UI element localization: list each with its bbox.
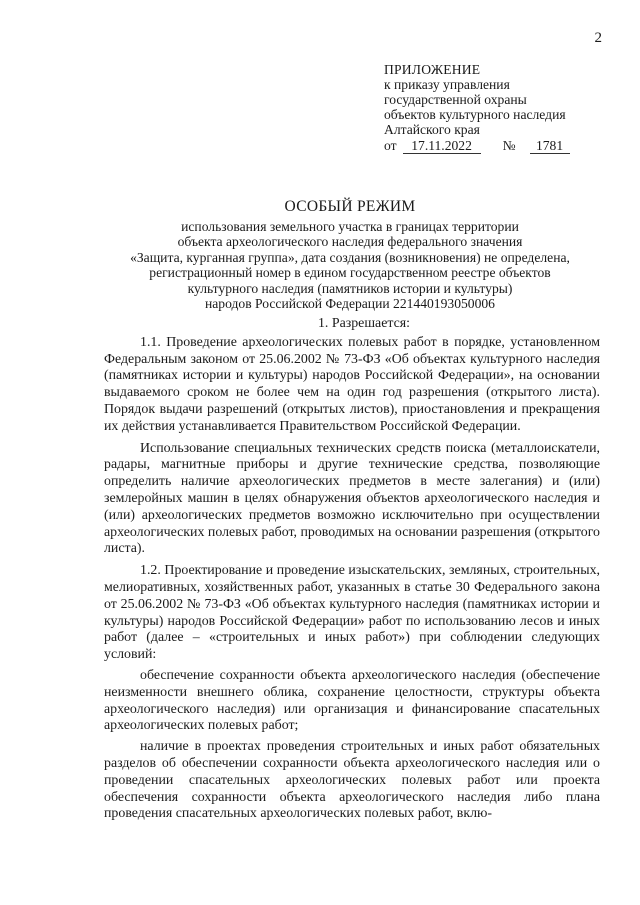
- order-line: [384, 138, 624, 154]
- paragraph: Использование специальных технических средств поиска (металлоискатели, радары, магнитные приборы и другие технические средства, позволяющие определить наличие археологических предметов в месте залегания) и (или) землеройных машин в целях обнаружения объектов археологического наследия и (или) археологических предметов возможно исключительно при осуществлении археологических полевых работ, проводимых на основании разрешения (открытого листа).: [104, 440, 600, 557]
- appendix-line: к приказу управления: [384, 77, 510, 92]
- document-heading: [80, 198, 620, 311]
- order-date: 17.11.2022: [403, 138, 481, 154]
- heading-line: использования земельного участка в границах территории: [181, 219, 519, 234]
- appendix-block: [384, 62, 624, 154]
- appendix-line: Алтайского края: [384, 122, 480, 137]
- heading-line: культурного наследия (памятников истории и культуры): [187, 280, 513, 296]
- paragraph: 1.1. Проведение археологических полевых работ в порядке, установленном Федеральным законом от 25.06.2002 № 73-ФЗ «Об объектах культурного наследия (памятниках истории и культуры) народов Российской Федерации», на основании выдаваемого сроком не более чем на один год разрешения (открытого листа). Порядок выдачи разрешений (открытых листов), приостановления и прекращения их действия устанавливается Правительством Российской Федерации.: [104, 334, 600, 434]
- appendix-title: ПРИЛОЖЕНИЕ: [384, 62, 481, 77]
- order-number: 1781: [530, 138, 570, 154]
- paragraph: наличие в проектах проведения строительных и иных работ обязательных разделов об обеспечении сохранности объекта археологического наследия или о проведении спасательных археологических полевых работ или проекта обеспечения сохранности объекта археологического наследия либо плана проведения спасательных археологических полевых работ, вклю-: [104, 739, 600, 822]
- heading-line: народов Российской Федерации 221440193050006: [205, 296, 495, 312]
- heading-line: «Защита, курганная группа», дата создания (возникновения) не определена,: [130, 249, 570, 265]
- heading-line: объекта археологического наследия федерального значения: [177, 234, 523, 250]
- appendix-line: объектов культурного наследия: [384, 107, 566, 122]
- page-number: 2: [594, 30, 602, 46]
- heading-title: ОСОБЫЙ РЕЖИМ: [284, 198, 416, 215]
- section-heading: 1. Разрешается:: [317, 316, 411, 331]
- number-sign: №: [502, 138, 516, 153]
- appendix-line: государственной охраны: [384, 92, 527, 107]
- order-prefix: от: [384, 138, 397, 153]
- paragraph: обеспечение сохранности объекта археологического наследия (обеспечение неизменности внешнего облика, сохранение целостности, структуры объекта археологического наследия) или организация и финансирование спасательных археологических полевых работ;: [104, 667, 600, 734]
- document-body: [104, 316, 600, 827]
- paragraph: 1.2. Проектирование и проведение изыскательских, земляных, строительных, мелиоративных, хозяйственных работ, указанных в статье 30 Федерального закона от 25.06.2002 № 73-ФЗ «Об объектах культурного наследия (памятниках истории и культуры) народов Российской Федерации» работ по использованию лесов и иных работ (далее – «строительных и иных работ») при соблюдении следующих условий:: [104, 563, 600, 663]
- heading-line: регистрационный номер в едином государственном реестре объектов: [149, 265, 551, 281]
